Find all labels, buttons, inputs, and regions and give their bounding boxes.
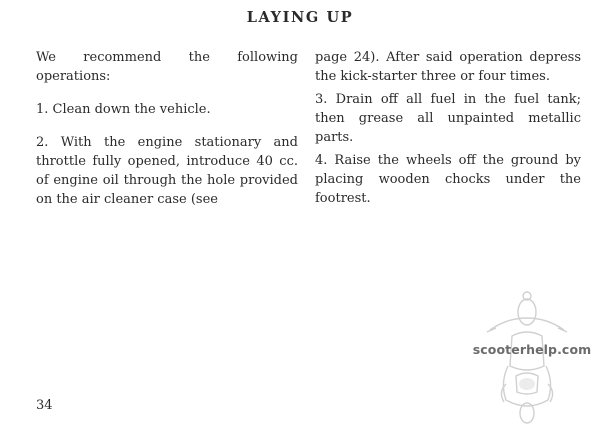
step-2: 2. With the engine stationary and throttle fully opened, introduce 40 cc. of engine oil through the hole provided on the air cleaner case (see: [36, 135, 298, 207]
watermark-text: scooterhelp.com: [472, 342, 592, 357]
step-3: 3. Drain off all fuel in the fuel tank; then grease all unpainted metallic parts.: [315, 92, 581, 145]
right-column: [315, 48, 581, 212]
step-2-continued: page 24). After said operation depress the kick-starter three or four times.: [315, 50, 581, 84]
step-4: 4. Raise the wheels off the ground by placing wooden chocks under the footrest.: [315, 153, 581, 206]
intro-text: We recommend the following operations:: [36, 50, 298, 84]
step-1: 1. Clean down the vehicle.: [36, 102, 211, 117]
watermark: [472, 288, 592, 425]
page-number: 34: [36, 398, 53, 413]
left-column: [36, 48, 298, 223]
page-heading: LAYING UP: [246, 9, 354, 26]
